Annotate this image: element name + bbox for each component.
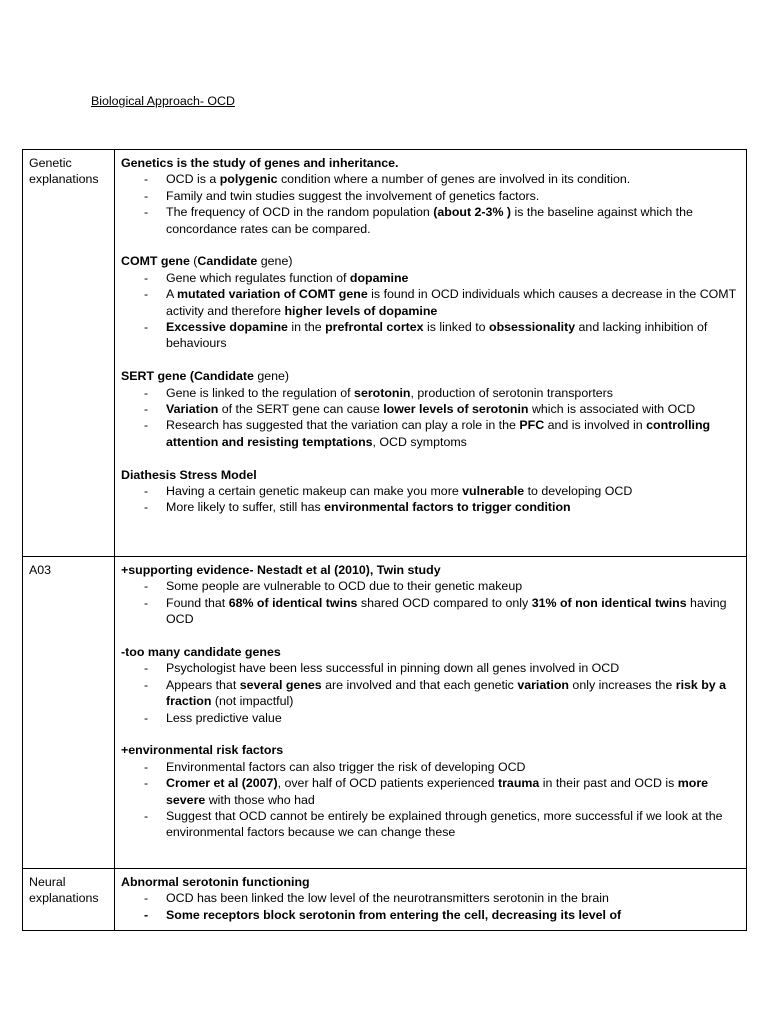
text-run: to developing OCD	[524, 484, 633, 499]
bullet-list	[121, 890, 742, 923]
bold-text: trauma	[497, 776, 540, 791]
note-section	[121, 155, 742, 237]
note-section	[121, 874, 742, 923]
bold-text: 68% of identical twins	[228, 595, 358, 610]
list-item	[121, 660, 742, 676]
list-item	[121, 188, 742, 204]
bold-text: Diathesis Stress Model	[121, 467, 257, 482]
text-run: Family and twin studies suggest the involvement of genetics factors.	[166, 188, 540, 203]
text-run: only increases the	[568, 677, 676, 692]
list-item	[121, 270, 742, 286]
section-heading	[121, 644, 742, 660]
list-item	[121, 595, 742, 628]
text-run: and is involved in	[544, 418, 647, 433]
list-item	[121, 578, 742, 594]
text-run: Environmental factors can also trigger the risk of developing OCD	[166, 759, 526, 774]
text-run: OCD is a	[166, 172, 220, 187]
text-run: gene)	[253, 369, 290, 384]
text-run: Psychologist have been less successful in pinning down all genes involved in OCD	[166, 661, 620, 676]
bold-text: -too many candidate genes	[121, 645, 281, 660]
bold-text: more severe	[166, 776, 709, 807]
bold-text: polygenic	[219, 172, 278, 187]
text-run: Some people are vulnerable to OCD due to their genetic makeup	[166, 579, 523, 594]
list-item	[121, 286, 742, 319]
list-item	[121, 385, 742, 401]
bold-text: Genetics is the study of genes and inheritance.	[121, 156, 399, 170]
bold-text: variation	[517, 677, 569, 692]
bold-text: Cromer et al (2007)	[166, 776, 278, 791]
bold-text: higher levels of dopamine	[284, 303, 438, 318]
bold-text: PFC	[519, 418, 545, 433]
bold-text: risk by a fraction	[166, 677, 727, 709]
text-run: The frequency of OCD in the random population	[166, 205, 434, 220]
bullet-list	[121, 578, 742, 627]
text-run: gene)	[257, 254, 293, 269]
notes-table	[22, 149, 747, 931]
bullet-list	[121, 171, 742, 237]
list-item	[121, 775, 742, 808]
list-item	[121, 401, 742, 417]
bold-text: mutated variation of COMT gene	[177, 287, 368, 302]
note-section	[121, 742, 742, 840]
list-item	[121, 808, 742, 841]
list-item	[121, 417, 742, 450]
text-run: is found in OCD individuals which causes a decrease in the COMT activity and therefore	[166, 287, 736, 318]
text-run: Gene is linked to the regulation of	[166, 385, 355, 400]
bold-text: COMT gene	[121, 254, 190, 269]
list-item	[121, 171, 742, 187]
bold-text: +environmental risk factors	[121, 743, 284, 758]
text-run: is linked to	[423, 320, 490, 335]
bullet-list	[121, 660, 742, 726]
text-run: Appears that	[166, 677, 240, 692]
section-heading	[121, 368, 742, 384]
row-label	[23, 869, 115, 931]
text-run: Suggest that OCD cannot be entirely be explained through genetics, more successful if we look at the environmental factors because we can change these	[166, 809, 723, 840]
row-label-line: A03	[29, 563, 52, 577]
text-run: (	[189, 254, 198, 269]
text-run: Less predictive value	[166, 710, 282, 725]
text-run: are involved and that each genetic	[321, 677, 518, 692]
table-row	[23, 150, 747, 557]
section-heading	[121, 874, 742, 890]
section-heading	[121, 742, 742, 758]
document-title: Biological Approach- OCD	[91, 94, 235, 108]
text-run: (not impactful)	[211, 694, 294, 709]
bullet-list	[121, 270, 742, 352]
note-section	[121, 562, 742, 628]
text-run: Having a certain genetic makeup can make you more	[166, 484, 463, 499]
bold-text: Some receptors block serotonin from entering the cell, decreasing its level of	[166, 907, 622, 922]
bold-text: lower levels of serotonin	[383, 402, 529, 417]
bold-text: (about 2-3% )	[433, 205, 512, 220]
text-run: , over half of OCD patients experienced	[277, 776, 498, 791]
list-item	[121, 710, 742, 726]
row-content	[115, 150, 747, 557]
bold-text: prefrontal cortex	[325, 320, 424, 335]
bullet-list	[121, 759, 742, 841]
note-section	[121, 368, 742, 450]
section-heading	[121, 467, 742, 483]
bullet-list	[121, 483, 742, 516]
list-item	[121, 759, 742, 775]
list-item	[121, 483, 742, 499]
list-item	[121, 499, 742, 515]
text-run: and lacking inhibition of behaviours	[166, 320, 708, 351]
bold-text: environmental factors to trigger condition	[324, 500, 571, 515]
text-run: shared OCD compared to only	[357, 595, 532, 610]
text-run: A	[166, 287, 178, 302]
text-run: More likely to suffer, still has	[166, 500, 325, 515]
bold-text: dopamine	[349, 270, 409, 285]
text-run: condition where a number of genes are involved in its condition.	[277, 172, 631, 187]
row-label-line: explanations	[29, 172, 99, 187]
bold-text: vulnerable	[462, 484, 525, 499]
bold-text: several genes	[239, 677, 322, 692]
list-item	[121, 907, 742, 923]
list-item	[121, 677, 742, 710]
section-heading	[121, 562, 742, 578]
text-run: , production of serotonin transporters	[410, 385, 613, 400]
text-run: with those who had	[205, 792, 315, 807]
table-row	[23, 557, 747, 869]
note-section	[121, 253, 742, 351]
text-run: which is associated with OCD	[528, 402, 696, 417]
bold-text: +supporting evidence- Nestadt et al (2010), Twin study	[121, 563, 441, 577]
list-item	[121, 204, 742, 237]
row-label	[23, 557, 115, 869]
note-section	[121, 467, 742, 516]
bold-text: SERT gene (Candidate	[121, 369, 254, 384]
text-run: Research has suggested that the variation can play a role in the	[166, 418, 520, 433]
text-run: , OCD symptoms	[372, 434, 467, 449]
note-section	[121, 644, 742, 726]
text-run: is the baseline against which the concordance rates can be compared.	[166, 205, 693, 236]
bold-text: serotonin	[354, 385, 411, 400]
row-content	[115, 557, 747, 869]
section-heading	[121, 155, 742, 171]
row-label-line: Genetic	[29, 156, 72, 170]
row-label	[23, 150, 115, 557]
bold-text: obsessionality	[489, 320, 576, 335]
text-run: Gene which regulates function of	[166, 270, 350, 285]
bullet-list	[121, 385, 742, 451]
text-run: Found that	[166, 595, 229, 610]
bold-text: Excessive dopamine	[166, 320, 288, 335]
text-run: OCD has been linked the low level of the neurotransmitters serotonin in the brain	[166, 891, 609, 906]
text-run: of the SERT gene can cause	[218, 402, 384, 417]
bold-text: controlling attention and resisting temptations	[166, 418, 711, 449]
list-item	[121, 319, 742, 352]
bold-text: Variation	[166, 402, 219, 417]
text-run: in the	[287, 320, 326, 335]
table-row	[23, 869, 747, 931]
row-label-line: explanations	[29, 891, 99, 906]
text-run: having OCD	[166, 595, 727, 627]
bold-text: 31% of non identical twins	[531, 595, 687, 610]
section-heading	[121, 253, 742, 269]
bold-text: Candidate	[197, 254, 258, 269]
list-item	[121, 890, 742, 906]
bold-text: Abnormal serotonin functioning	[121, 875, 310, 889]
text-run: in their past and OCD is	[539, 776, 678, 791]
row-label-line: Neural	[29, 875, 66, 889]
row-content	[115, 869, 747, 931]
